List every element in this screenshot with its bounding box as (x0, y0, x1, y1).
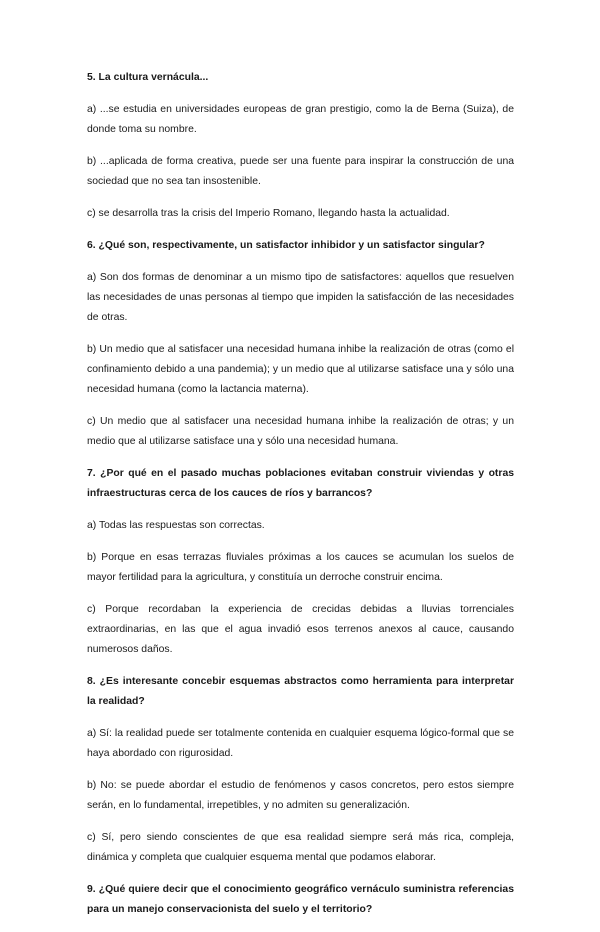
question-7-title: 7. ¿Por qué en el pasado muchas poblaciones evitaban construir viviendas y otras infraestructuras cerca de los cauces de ríos y barrancos? (87, 468, 514, 499)
question-5-option-a: a) ...se estudia en universidades europeas de gran prestigio, como la de Berna (Suiza), de donde toma su nombre. (87, 104, 514, 135)
question-8-option-a: a) Sí: la realidad puede ser totalmente contenida en cualquier esquema lógico-formal que se haya abordado con rigurosidad. (87, 728, 514, 759)
question-7-option-c: c) Porque recordaban la experiencia de crecidas debidas a lluvias torrenciales extraordinarias, en las que el agua invadió esos terrenos anexos al cauce, causando numerosos daños. (87, 604, 514, 655)
question-8-option-c: c) Sí, pero siendo conscientes de que esa realidad siempre será más rica, compleja, dinámica y completa que cualquier esquema mental que podamos elaborar. (87, 832, 514, 863)
question-6-option-a: a) Son dos formas de denominar a un mismo tipo de satisfactores: aquellos que resuelven las necesidades de unas personas al tiempo que impiden la satisfacción de las necesidades de otras. (87, 272, 514, 323)
quiz-content (87, 68, 514, 932)
question-7-option-a: a) Todas las respuestas son correctas. (87, 520, 265, 531)
question-8-title: 8. ¿Es interesante concebir esquemas abstractos como herramienta para interpretar la realidad? (87, 676, 514, 707)
question-6-title: 6. ¿Qué son, respectivamente, un satisfactor inhibidor y un satisfactor singular? (87, 240, 485, 251)
question-8-option-b: b) No: se puede abordar el estudio de fenómenos y casos concretos, pero estos siempre serán, en lo fundamental, irrepetibles, y no admiten su generalización. (87, 780, 514, 811)
question-9-title: 9. ¿Qué quiere decir que el conocimiento geográfico vernáculo suministra referencias para un manejo conservacionista del suelo y el territorio? (87, 884, 514, 915)
question-6-option-b: b) Un medio que al satisfacer una necesidad humana inhibe la realización de otras (como el confinamiento debido a una pandemia); y un medio que al utilizarse satisface una y sólo una necesidad humana (como la lactancia materna). (87, 344, 514, 395)
question-5-title: 5. La cultura vernácula... (87, 72, 209, 83)
question-5-option-b: b) ...aplicada de forma creativa, puede ser una fuente para inspirar la construcción de una sociedad que no sea tan insostenible. (87, 156, 514, 187)
question-7-option-b: b) Porque en esas terrazas fluviales próximas a los cauces se acumulan los suelos de mayor fertilidad para la agricultura, y constituía un derroche construir encima. (87, 552, 514, 583)
question-6-option-c: c) Un medio que al satisfacer una necesidad humana inhibe la realización de otras; y un medio que al utilizarse satisface una y sólo una necesidad humana. (87, 416, 514, 447)
question-5-option-c: c) se desarrolla tras la crisis del Imperio Romano, llegando hasta la actualidad. (87, 208, 450, 219)
